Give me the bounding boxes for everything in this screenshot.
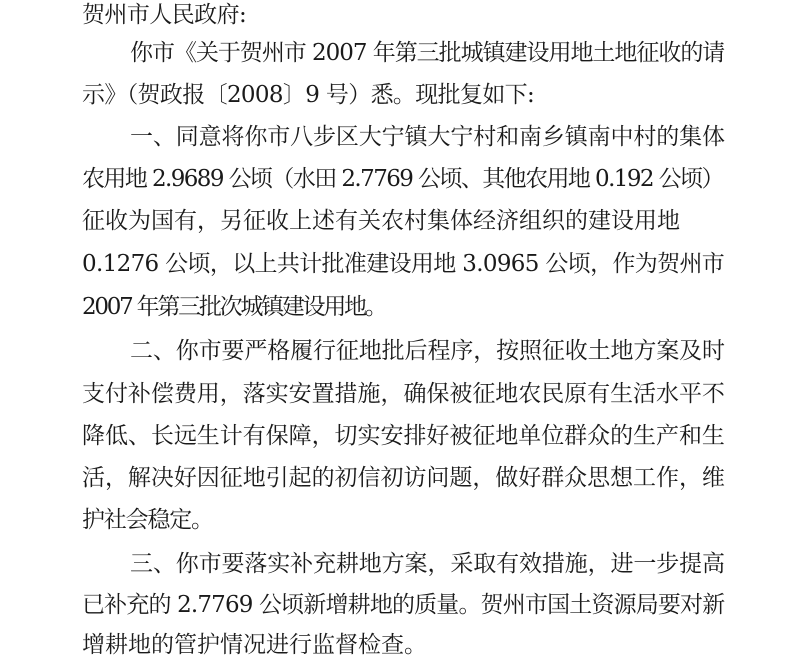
paragraph-3-line-1: 三、你市要落实补充耕地方案，采取有效措施，进一步提高 [130, 551, 725, 577]
paragraph-2-line-3: 降低、长远生计有保障，切实安排好被征地单位群众的生产和生 [82, 423, 725, 449]
paragraph-2-line-4: 活，解决好因征地引起的初信初访问题，做好群众思想工作，维 [82, 465, 725, 491]
paragraph-3-line-2: 已补充的 2.7769 公顷新增耕地的质量。贺州市国土资源局要对新 [82, 592, 725, 618]
paragraph-1-line-5: 2007 年第三批次城镇建设用地。 [82, 294, 386, 320]
paragraph-2-line-2: 支付补偿费用，落实安置措施，确保被征地农民原有生活水平不 [82, 381, 725, 407]
paragraph-1-line-2: 农用地 2.9689 公顷（水田 2.7769 公顷、其他农用地 0.192 公顷） [82, 166, 723, 192]
paragraph-3-line-3: 增耕地的管护情况进行监督检查。 [82, 632, 427, 658]
intro-line-2: 示》（贺政报〔2008〕9 号）悉。现批复如下: [82, 82, 535, 108]
paragraph-1-line-4: 0.1276 公顷，以上共计批准建设用地 3.0965 公顷，作为贺州市 [82, 251, 725, 277]
paragraph-1-line-3: 征收为国有，另征收上述有关农村集体经济组织的建设用地 [82, 208, 680, 234]
intro-line-1: 你市《关于贺州市 2007 年第三批城镇建设用地土地征收的请 [130, 40, 725, 66]
paragraph-1-line-1: 一、同意将你市八步区大宁镇大宁村和南乡镇南中村的集体 [130, 124, 725, 150]
addressee: 贺州市人民政府: [82, 2, 247, 28]
paragraph-2-line-5: 护社会稳定。 [82, 507, 213, 533]
paragraph-2-line-1: 二、你市要严格履行征地批后程序，按照征收土地方案及时 [130, 338, 725, 364]
